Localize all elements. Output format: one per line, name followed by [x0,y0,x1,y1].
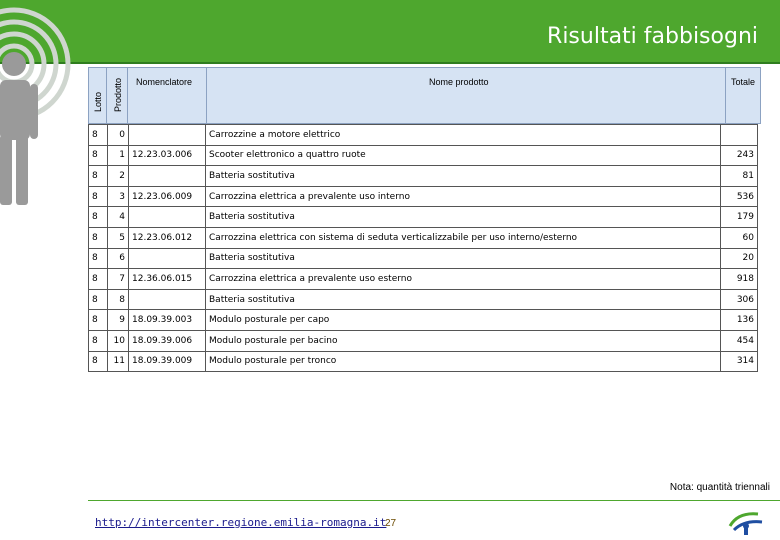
cell-lotto: 8 [89,186,108,207]
header-nomenclatore: Nomenclatore [136,77,193,87]
cell-totale: 306 [721,289,758,310]
cell-nome-prodotto: Batteria sostitutiva [206,207,721,228]
header-nome-prodotto: Nome prodotto [429,77,489,87]
cell-lotto: 8 [89,227,108,248]
cell-nome-prodotto: Batteria sostitutiva [206,289,721,310]
cell-prodotto: 0 [108,125,129,146]
cell-nome-prodotto: Carrozzina elettrica con sistema di seduta verticalizzabile per uso interno/esterno [206,227,721,248]
cell-prodotto: 1 [108,145,129,166]
table-body [89,125,758,372]
table-row [89,166,758,187]
cell-nomenclatore [129,166,206,187]
table-row [89,330,758,351]
cell-prodotto: 10 [108,330,129,351]
cell-totale: 454 [721,330,758,351]
cell-prodotto: 5 [108,227,129,248]
cell-prodotto: 9 [108,310,129,331]
table-row [89,289,758,310]
cell-nomenclatore [129,125,206,146]
header-separator [725,68,726,125]
fabbisogni-table [88,124,758,372]
table-row [89,310,758,331]
cell-nomenclatore: 18.09.39.009 [129,351,206,372]
cell-lotto: 8 [89,248,108,269]
header-divider [0,62,780,64]
cell-totale: 20 [721,248,758,269]
cell-nomenclatore: 12.36.06.015 [129,269,206,290]
cell-nome-prodotto: Modulo posturale per capo [206,310,721,331]
cell-lotto: 8 [89,166,108,187]
cell-nome-prodotto: Modulo posturale per bacino [206,330,721,351]
cell-prodotto: 6 [108,248,129,269]
cell-prodotto: 4 [108,207,129,228]
cell-totale [721,125,758,146]
cell-lotto: 8 [89,207,108,228]
cell-nome-prodotto: Carrozzina elettrica a prevalente uso interno [206,186,721,207]
cell-nome-prodotto: Batteria sostitutiva [206,166,721,187]
cell-lotto: 8 [89,269,108,290]
cell-lotto: 8 [89,125,108,146]
cell-nomenclatore: 12.23.03.006 [129,145,206,166]
cell-nome-prodotto: Modulo posturale per tronco [206,351,721,372]
cell-nomenclatore [129,248,206,269]
header-separator [206,68,207,125]
person-signal-icon [0,0,90,230]
footer-divider [88,500,780,501]
cell-lotto: 8 [89,145,108,166]
cell-nomenclatore [129,289,206,310]
table-row [89,125,758,146]
slide-title: Risultati fabbisogni [547,24,758,49]
header-totale: Totale [731,77,756,87]
cell-totale: 536 [721,186,758,207]
cell-totale: 243 [721,145,758,166]
cell-lotto: 8 [89,351,108,372]
header-prodotto: Prodotto [113,77,123,112]
cell-totale: 136 [721,310,758,331]
header-separator [106,68,107,125]
cell-totale: 314 [721,351,758,372]
cell-prodotto: 8 [108,289,129,310]
cell-nome-prodotto: Carrozzina elettrica a prevalente uso esterno [206,269,721,290]
cell-prodotto: 3 [108,186,129,207]
cell-nomenclatore: 12.23.06.009 [129,186,206,207]
table-header [88,67,761,124]
table-row [89,269,758,290]
header-separator [127,68,128,125]
table-row [89,248,758,269]
cell-prodotto: 2 [108,166,129,187]
cell-totale: 60 [721,227,758,248]
header-lotto: Lotto [93,91,103,112]
page-number: 27 [385,518,397,529]
cell-nome-prodotto: Scooter elettronico a quattro ruote [206,145,721,166]
table-row [89,145,758,166]
cell-totale: 918 [721,269,758,290]
cell-nomenclatore: 12.23.06.012 [129,227,206,248]
note-text: Nota: quantità triennali [669,482,770,493]
table-row [89,351,758,372]
table-row [89,207,758,228]
cell-lotto: 8 [89,289,108,310]
cell-totale: 179 [721,207,758,228]
cell-lotto: 8 [89,330,108,351]
cell-nome-prodotto: Carrozzine a motore elettrico [206,125,721,146]
cell-nome-prodotto: Batteria sostitutiva [206,248,721,269]
footer-link[interactable]: http://intercenter.regione.emilia-romagna.it [95,516,387,529]
cell-nomenclatore: 18.09.39.003 [129,310,206,331]
table-row [89,227,758,248]
cell-prodotto: 11 [108,351,129,372]
intercenter-logo-icon [724,508,770,536]
cell-nomenclatore: 18.09.39.006 [129,330,206,351]
cell-nomenclatore [129,207,206,228]
cell-prodotto: 7 [108,269,129,290]
table-row [89,186,758,207]
cell-totale: 81 [721,166,758,187]
cell-lotto: 8 [89,310,108,331]
